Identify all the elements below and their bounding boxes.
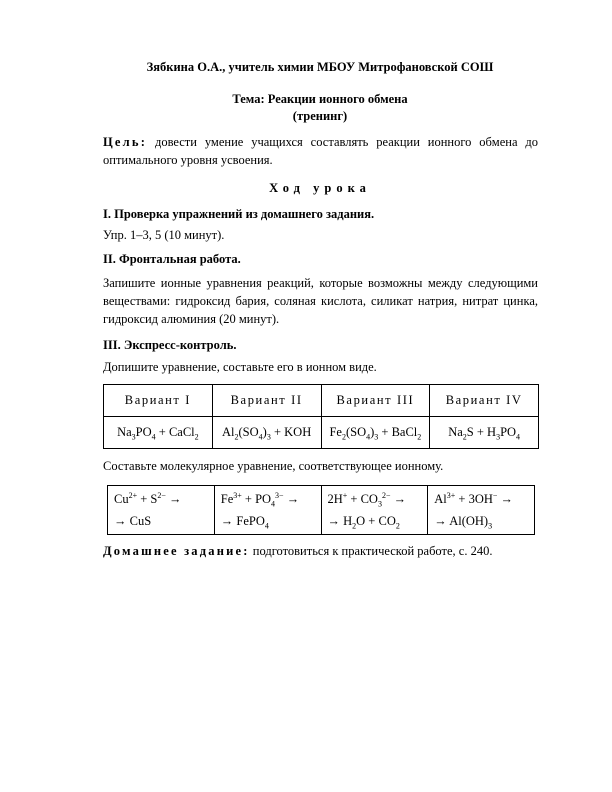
variants-header-row: [104, 385, 539, 417]
ionic-equation-2: $Fe^{3+} + PO_4^{3-}$ → → FePO$_4$: [214, 486, 321, 535]
section-3-title: III. Экспресс-контроль.: [103, 338, 237, 352]
author-line: Зябкина О.А., учитель химии МБОУ Митрофановской СОШ: [146, 60, 494, 74]
section-2-text-2: веществами: гидроксид бария, соляная кислота, силикат натрия, нитрат цинка,: [103, 294, 538, 308]
variant-4-equation: $Na_2S + H_3PO_4$: [430, 417, 539, 449]
section-1-title: I. Проверка упражнений из домашнего задания.: [103, 207, 375, 221]
variant-4-header: Вариант IV: [430, 385, 539, 417]
lesson-heading: Ход урока: [269, 181, 371, 195]
variants-equation-row: [104, 417, 539, 449]
section-1-text: Упр. 1–3, 5 (10 минут).: [103, 228, 225, 242]
section-2-text-3: гидроксид алюминия (20 минут).: [103, 312, 280, 326]
molecular-instruction: Составьте молекулярное уравнение, соответствующее ионному.: [103, 459, 444, 473]
ionic-equations-row: [108, 486, 535, 535]
homework-text: подготовиться к практической работе, с. 240.: [252, 544, 493, 558]
variant-1-equation: $Na_3PO_4$ + CaCl$_2$: [104, 417, 213, 449]
goal-text-2: оптимального уровня усвоения.: [103, 153, 273, 167]
variant-3-header: Вариант III: [321, 385, 430, 417]
homework-line: [103, 544, 538, 559]
section-2-title: II. Фронтальная работа.: [103, 252, 241, 266]
goal-text-1: довести умение учащихся составлять реакции ионного обмена до: [154, 135, 538, 149]
variant-3-equation: $Fe_2(SO_4)_3$ + BaCl$_2$: [321, 417, 430, 449]
homework-label: Домашнее задание:: [103, 544, 250, 558]
goal-label: Цель:: [103, 135, 148, 149]
section-3-instruction: Допишите уравнение, составьте его в ионном виде.: [103, 360, 377, 374]
section-2-text-1: Запишите ионные уравнения реакций, которые возможны между следующими: [103, 276, 538, 290]
ionic-equation-3: $2H^+ + CO_3^{2-}$ → → $H_2O + CO_2$: [321, 486, 428, 535]
ionic-equation-1: $Cu^{2+} + S^{2-}$ → → CuS: [108, 486, 215, 535]
topic-subtitle: (тренинг): [292, 109, 348, 123]
variants-table: [103, 384, 539, 449]
ionic-equation-4: $Al^{3+} + 3OH^-$ → → $Al(OH)_3$: [428, 486, 535, 535]
variant-2-header: Вариант II: [212, 385, 321, 417]
ionic-equations-table: [107, 485, 535, 535]
variant-1-header: Вариант I: [104, 385, 213, 417]
variant-2-equation: $Al_2(SO_4)_3$ + KOH: [212, 417, 321, 449]
topic-title: Тема: Реакции ионного обмена: [232, 92, 408, 106]
goal-line-1: [103, 135, 538, 150]
